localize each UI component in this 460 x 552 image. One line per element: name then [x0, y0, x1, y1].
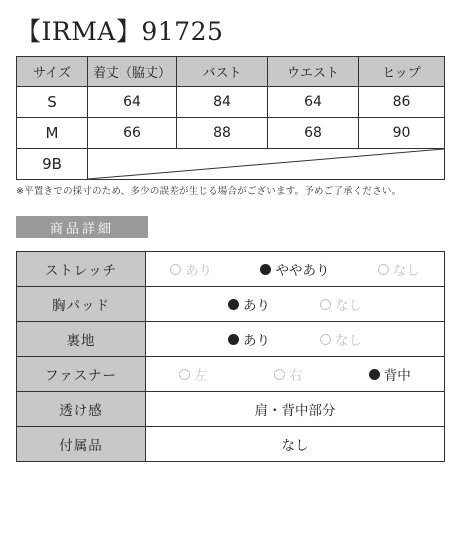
detail-table [16, 251, 445, 462]
size-label: 9B [17, 149, 88, 180]
detail-options [146, 322, 445, 357]
option-nashi: なし [378, 259, 420, 279]
cell-waist: 68 [268, 118, 359, 149]
header-bust: バスト [177, 57, 268, 87]
option-nashi: なし [320, 294, 362, 314]
cell-length: 64 [88, 87, 177, 118]
cell-waist: 64 [268, 87, 359, 118]
cell-bust: 84 [177, 87, 268, 118]
detail-row-pad [17, 287, 445, 322]
table-row [17, 87, 445, 118]
option-ari: あり [228, 294, 270, 314]
detail-label: 付属品 [17, 427, 146, 462]
detail-row-sheerness [17, 392, 445, 427]
detail-options [146, 357, 445, 392]
option-ari: あり [228, 329, 270, 349]
option-back: 背中 [369, 364, 411, 384]
detail-label: 裏地 [17, 322, 146, 357]
header-size: サイズ [17, 57, 88, 87]
measurement-note: ※平置きでの採寸のため、多少の誤差が生じる場合がございます。予めご了承ください。 [16, 186, 402, 197]
size-table [16, 56, 445, 180]
filled-circle-icon [228, 334, 239, 345]
empty-circle-icon [179, 369, 190, 380]
not-available-cell [88, 149, 445, 180]
cell-bust: 88 [177, 118, 268, 149]
filled-circle-icon [228, 299, 239, 310]
detail-label: 透け感 [17, 392, 146, 427]
section-badge: 商品詳細 [16, 216, 148, 238]
filled-circle-icon [369, 369, 380, 380]
option-right: 右 [274, 364, 303, 384]
detail-options [146, 287, 445, 322]
detail-label: ストレッチ [17, 252, 146, 287]
detail-label: ファスナー [17, 357, 146, 392]
empty-circle-icon [378, 264, 389, 275]
cell-hip: 90 [359, 118, 445, 149]
page-title: 【IRMA】91725 [16, 17, 224, 46]
empty-circle-icon [320, 334, 331, 345]
option-yaya-ari: ややあり [260, 259, 329, 279]
detail-options [146, 252, 445, 287]
detail-row-zipper [17, 357, 445, 392]
detail-row-stretch [17, 252, 445, 287]
header-length: 着丈（脇丈） [88, 57, 177, 87]
cell-hip: 86 [359, 87, 445, 118]
empty-circle-icon [170, 264, 181, 275]
size-table-header-row [17, 57, 445, 87]
diagonal-slash [88, 149, 444, 179]
option-ari: あり [170, 259, 212, 279]
option-nashi: なし [320, 329, 362, 349]
detail-value: 肩・背中部分 [146, 392, 445, 427]
cell-length: 66 [88, 118, 177, 149]
detail-row-accessories [17, 427, 445, 462]
table-row [17, 118, 445, 149]
table-row [17, 149, 445, 180]
size-label: M [17, 118, 88, 149]
detail-label: 胸パッド [17, 287, 146, 322]
empty-circle-icon [274, 369, 285, 380]
header-hip: ヒップ [359, 57, 445, 87]
size-label: S [17, 87, 88, 118]
detail-row-lining [17, 322, 445, 357]
header-waist: ウエスト [268, 57, 359, 87]
empty-circle-icon [320, 299, 331, 310]
filled-circle-icon [260, 264, 271, 275]
option-left: 左 [179, 364, 208, 384]
detail-value: なし [146, 427, 445, 462]
